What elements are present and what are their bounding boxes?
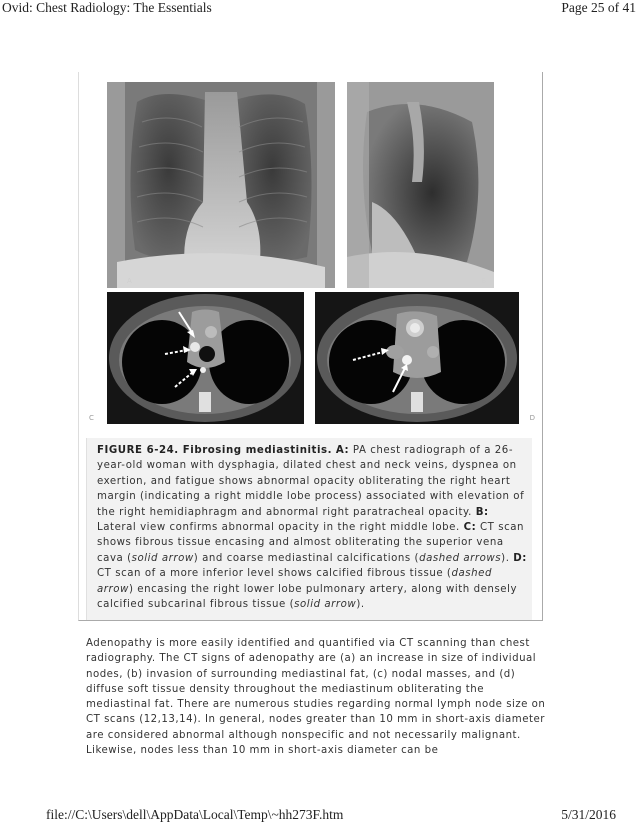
caption-text-d-1: CT scan of a more inferior level shows calcified fibrous tissue ( [97, 568, 452, 580]
figure-image-c [89, 292, 304, 424]
figure-caption [97, 443, 527, 612]
caption-em-c-1: solid arrow [131, 552, 194, 564]
body-paragraph: Adenopathy is more easily identified and quantified via CT scanning than chest radiography. The CT signs of adenopathy are (a) an increase in size of individual nodes, (b) invasion of surrounding mediastinal fat, (c) nodal masses, and (d) diffuse soft tissue density throughout the mediastinum obliterating the mediastinal fat. There are numerous studies regarding normal lymph node size on CT scans (12,13,14). In general, nodes greater than 10 mm in short-axis diameter are considered abnormal although nonspecific and not necessarily malignant. Likewise, nodes less than 10 mm in short-axis diameter can be [86, 638, 546, 757]
caption-text-d-2: ) encasing the right lower lobe pulmonary artery, along with densely calcified subcarinal fibrous tissue ( [97, 583, 518, 611]
caption-em-c-2: dashed arrows [419, 552, 502, 564]
figure-image-a [107, 82, 335, 288]
caption-text-c-1: CT scan shows fibrous tissue encasing and almost obliterating the superior vena cava ( [97, 522, 525, 564]
caption-text-b: Lateral view confirms abnormal opacity in the right middle lobe. [97, 522, 464, 534]
caption-em-d-1: dashed arrow [97, 568, 492, 595]
figure-image-d [315, 292, 535, 424]
panel-label-d: D [529, 414, 535, 422]
caption-text-a: PA chest radiograph of a 26-year-old woman with dysphagia, dilated chest and neck veins, dyspnea on exertion, and fatigue shows abnormal opacity obliterating the right heart margin (indicating a right middle lobe process) associated with elevation of the right hemidiaphragm and abnormal right paratracheal opacity. [97, 445, 525, 518]
caption-label: FIGURE 6-24. Fibrosing mediastinitis. [97, 445, 333, 456]
figure-image-b [347, 82, 494, 288]
print-date: 5/31/2016 [561, 807, 616, 822]
caption-em-d-2: solid arrow [294, 599, 357, 611]
file-path: file://C:\Users\dell\AppData\Local\Temp\~hh273F.htm [46, 807, 344, 822]
panel-label-a: A [127, 277, 132, 285]
caption-marker-a: A: [335, 445, 350, 456]
caption-text-c-2: ) and coarse mediastinal calcifications ( [193, 552, 420, 564]
panel-label-b: B [481, 277, 486, 285]
caption-marker-c: C: [463, 522, 477, 534]
caption-text-c-3: ). [501, 552, 514, 564]
caption-marker-d: D: [513, 552, 527, 564]
document-title: Ovid: Chest Radiology: The Essentials [2, 0, 212, 15]
page-number: Page 25 of 41 [561, 0, 636, 15]
caption-marker-b: B: [475, 506, 489, 518]
caption-text-d-3: ). [356, 599, 365, 611]
panel-label-c: C [89, 414, 94, 422]
